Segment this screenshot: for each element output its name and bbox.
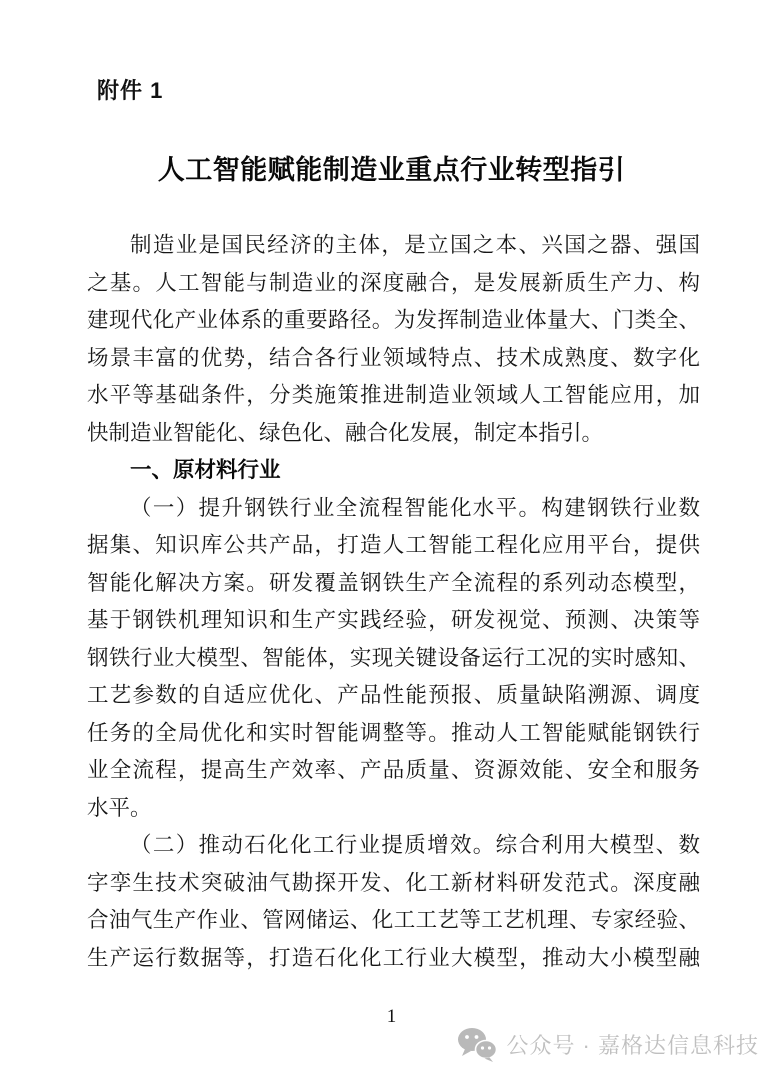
page-number: 1 [386,1006,397,1027]
body-line: 任务的全局优化和实时智能调整等。推动人工智能赋能钢铁行 [87,720,700,745]
attachment-label: 附件 1 [97,78,164,103]
document-title: 人工智能赋能制造业重点行业转型指引 [157,155,626,185]
body-line: 合油气生产作业、管网储运、化工工艺等工艺机理、专家经验、 [87,908,700,932]
body-line: 水平等基础条件，分类施策推进制造业领域人工智能应用，加 [87,383,700,407]
body-line: 字孪生技术突破油气勘探开发、化工新材料研发范式。深度融 [87,870,700,895]
body-line: 制造业是国民经济的主体，是立国之本、兴国之器、强国 [130,233,700,257]
body-line: 据集、知识库公共产品，打造人工智能工程化应用平台，提供 [87,533,700,557]
body-line: 钢铁行业大模型、智能体，实现关键设备运行工况的实时感知、 [87,645,700,670]
body-line: 工艺参数的自适应优化、产品性能预报、质量缺陷溯源、调度 [87,683,700,707]
body-line: 生产运行数据等，打造石化化工行业大模型，推动大小模型融 [87,945,700,970]
section-heading: 一、原材料行业 [130,458,281,482]
body-line: （二）推动石化化工行业提质增效。综合利用大模型、数 [130,833,700,857]
body-line: 智能化解决方案。研发覆盖钢铁生产全流程的系列动态模型， [87,570,700,595]
watermark [457,1027,759,1062]
body-line: 基于钢铁机理知识和生产实践经验，研发视觉、预测、决策等 [87,608,700,632]
body-line: 建现代化产业体系的重要路径。为发挥制造业体量大、门类全、 [87,308,700,332]
body-line: 场景丰富的优势，结合各行业领域特点、技术成熟度、数字化 [87,345,700,370]
body-line: 业全流程，提高生产效率、产品质量、资源效能、安全和服务 [87,758,700,782]
wechat-icon [457,1027,497,1062]
watermark-text: 公众号 · 嘉格达信息科技 [506,1033,759,1058]
document-body [87,227,700,977]
body-line: 之基。人工智能与制造业的深度融合，是发展新质生产力、构 [87,270,700,295]
body-line: 水平。 [87,795,152,820]
body-line: （一）提升钢铁行业全流程智能化水平。构建钢铁行业数 [130,495,700,520]
body-line: 快制造业智能化、绿色化、融合化发展，制定本指引。 [87,420,604,445]
